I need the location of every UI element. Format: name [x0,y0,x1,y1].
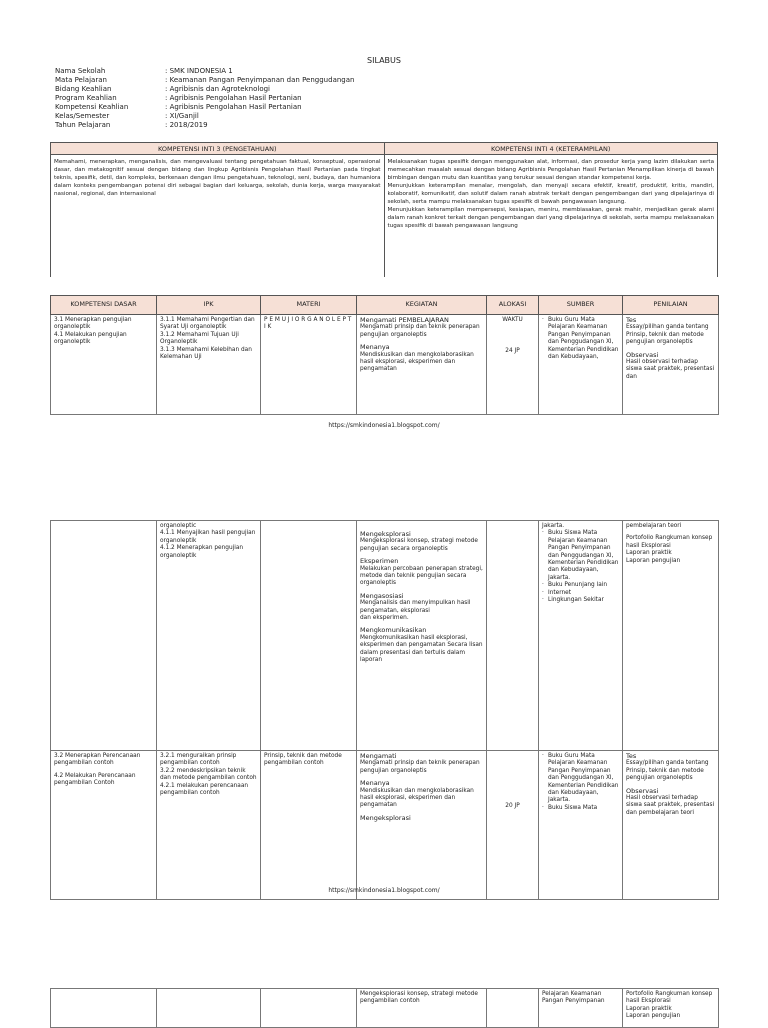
kegiatan-item: dan eksperimen. [360,615,409,622]
footer-url: https://smkindonesia1.blogspot.com/ [328,422,440,429]
penilaian-item: Laporan praktik [626,1005,672,1012]
materi-cell [261,751,357,900]
identity-value: : 2018/2019 [165,121,208,129]
kd-item: 4.1 Melakukan pengujian organoleptik [54,331,127,346]
sumber-item: · Buku Guru Mata Pelajaran Keamanan Pangan Penyimpanan dan Penggudangan XI, Kementerian Pendidikan dan Kebudayaan, Jakarta. [542,753,619,805]
header-kd: KOMPETENSI DASAR [51,296,157,315]
kegiatan-cell [357,315,487,415]
ki4-header: KOMPETENSI INTI 4 (KETERAMPILAN) [384,143,718,155]
penilaian-heading: Tes [626,316,637,324]
identity-row [55,67,233,76]
alokasi-cell [487,989,539,1028]
kd-cell [51,315,157,415]
kegiatan-cell [357,751,487,900]
kegiatan-heading: Menanya [360,779,390,788]
ipk-item: 3.1.2 Memahami Tujuan Uji Organoleptik [160,331,239,346]
kd-item: 3.2 Menerapkan Perencanaan pengambilan contoh [54,753,141,767]
ipk-item: 3.1.1 Memahami Pengertian dan Syarat Uji organoleptik [160,317,255,331]
ipk-item: 3.1.3 Memahami Kelebihan dan Kelemahan Uji [160,346,252,361]
kegiatan-heading: Eksperimen [360,557,399,566]
identity-row [55,76,354,85]
syllabus-table-continued [50,988,719,1028]
penilaian-item: Laporan praktik [626,550,672,557]
kd-cell [51,989,157,1028]
ipk-item: organoleptic [160,523,197,529]
penilaian-item: Hasil observasi terhadap siswa saat praktek, presentasi dan [626,359,715,380]
kegiatan-heading: Mengamati [360,752,397,760]
identity-label: Nama Sekolah [55,67,106,75]
ki4-paragraph: Menunjukkan keterampilan mempersepsi, kesiapan, meniru, membiasakan, gerak mahir, menjadikan gerak alami dalam ranah konkret terkait dengan pengembangan dari yang dipelajarinya di sekolah, serta mampu melaksanakan tugas spesifik di bawah pengawasan langsung [387,207,714,229]
ki4-paragraph: Melaksanakan tugas spesifik dengan menggunakan alat, informasi, dan prosedur kerja yang lazim dilakukan serta memecahkan masalah sesuai dengan bidang Agribisnis Pengolahan Hasil Pertanian Menampilkan kinerja di bawah bimbingan dengan mutu dan kuantitas yang terukur sesuai dengan standar kompetensi kerja. [387,159,714,181]
identity-label: Kompetensi Keahlian [55,103,129,111]
sumber-item: · Buku Guru Mata Pelajaran Keamanan Pangan Penyimpanan dan Penggudangan XI, Kementerian Pendidikan dan Kebudayaan, [542,317,619,361]
sumber-item: · Internet [542,590,619,597]
sumber-cell [539,751,623,900]
ki4-cell [384,155,718,278]
kegiatan-item: Mengamati prinsip dan teknik penerapan pengujian organoleptis [360,324,480,338]
materi-text: Prinsip, teknik dan metode pengambilan contoh [264,753,342,767]
identity-row [55,121,208,130]
materi-cell [261,521,357,751]
ki3-header: KOMPETENSI INTI 3 (PENGETAHUAN) [51,143,385,155]
ipk-item: 3.2.2 mendeskripsikan teknik dan metode pengambilan contoh [160,767,257,782]
identity-value: : XI/Ganjil [165,112,199,120]
sumber-item: · Buku Siswa Mata Pelajaran Keamanan Pangan Penyimpanan dan Penggudangan XI, Kementerian Pendidikan dan Kebudayaan, Jakarta. [542,530,619,582]
header-ipk: IPK [157,296,261,315]
kegiatan-heading: Mengeksplorasi [360,530,411,538]
penilaian-heading: Observasi [626,786,659,795]
ipk-item: 3.2.1 menguraikan prinsip pengambilan contoh [160,753,237,767]
doc-title: SILABUS [367,56,401,65]
header-penilaian: PENILAIAN [623,296,719,315]
penilaian-heading: Observasi [626,350,659,359]
penilaian-item: Laporan pengujian [626,557,681,564]
header-sumber: SUMBER [539,296,623,315]
ki4-paragraph: Menunjukkan keterampilan menalar, mengolah, dan menyaji secara efektif, kreatif, produktif, kritis, mandiri, kolaboratif, komunikatif, dan solutif dalam ranah abstrak terkait dengan pengembangan dari yang dipelajarinya di sekolah, serta mampu melaksanakan tugas spesifik di bawah pengawasan langsung. [387,183,714,205]
penilaian-cell [623,989,719,1028]
identity-value: : Agribisnis Pengolahan Hasil Pertanian [165,94,302,102]
kegiatan-heading: Mengkomunikasikan [360,626,427,635]
penilaian-item: Portofolio Rangkuman konsep hasil Eksplorasi [626,991,713,1005]
identity-row [55,94,302,103]
identity-row [55,112,199,121]
kegiatan-item: Menganalisis dan menyimpulkan hasil pengamatan, eksplorasi [360,600,471,614]
materi-cell [261,989,357,1028]
footer-url: https://smkindonesia1.blogspot.com/ [328,887,440,894]
penilaian-heading: Tes [626,752,637,760]
identity-value: : Keamanan Pangan Penyimpanan dan Penggudangan [165,76,355,84]
ipk-cell [157,751,261,900]
identity-value: : SMK INDONESIA 1 [165,67,233,75]
penilaian-item: Portofolio Rangkuman konsep hasil Eksplorasi [626,535,713,549]
identity-label: Mata Pelajaran [55,76,107,84]
kegiatan-item: Mengamati prinsip dan teknik penerapan pengujian organoleptis [360,760,480,774]
kegiatan-item: Mendiskusikan dan mengkolaborasikan hasil eksplorasi, eksperimen dan pengamatan [360,351,474,373]
penilaian-item: Hasil observasi terhadap siswa saat praktek, presentasi dan pembelajaran teori [626,795,715,816]
sumber-item: · Buku Penunjang lain [542,582,619,589]
ipk-item: 4.2.1 melakukan perencanaan pengambilan contoh [160,782,249,797]
kegiatan-item: Mendiskusikan dan mengkolaborasikan hasil eksplorasi, eksperimen dan pengamatan [360,787,474,809]
sumber-cell [539,989,623,1028]
header-kegiatan: KEGIATAN [357,296,487,315]
waktu-label: WAKTU [502,317,523,323]
identity-row [55,85,270,94]
kegiatan-heading: Mengamati PEMBELAJARAN [360,316,449,324]
kegiatan-item: Mengeksplorasi konsep, strategi metode pengujian secara organoleptis [360,538,478,552]
penilaian-cell [623,751,719,900]
sumber-item: · Lingkungan Sekitar [542,597,619,604]
alokasi-cell [487,751,539,900]
kegiatan-cell [357,989,487,1028]
sumber-cell [539,521,623,751]
waktu-value: 20 JP [505,803,520,809]
sumber-item: · Buku Siswa Mata [542,805,619,812]
sumber-item: Pelajaran Keamanan Pangan Penyimpanan [542,991,605,1005]
ipk-item: 4.1.1 Menyajikan hasil pengujian organoleptik [160,530,256,544]
materi-cell [261,315,357,415]
ipk-cell [157,315,261,415]
kegiatan-heading: Menanya [360,343,390,352]
sumber-cell [539,315,623,415]
kd-cell [51,521,157,751]
identity-row [55,103,302,112]
header-materi: MATERI [261,296,357,315]
alokasi-cell [487,521,539,751]
ipk-item: 4.1.2 Menerapkan pengujian organoleptik [160,545,244,559]
core-competency-table [50,142,718,277]
syllabus-table-continued [50,520,719,900]
kd-item: 4.2 Melakukan Perencanaan pengambilan Contoh [54,772,136,787]
identity-label: Tahun Pelajaran [55,121,111,129]
penilaian-item: pembelajaran teori [626,523,682,529]
penilaian-cell [623,315,719,415]
kegiatan-cell [357,521,487,751]
ipk-cell [157,521,261,751]
header-alokasi: ALOKASI [487,296,539,315]
identity-label: Bidang Keahlian [55,85,112,93]
penilaian-item: Essay/pilihan ganda tentang Prinsip, teknik dan metode pengujian organoleptis [626,324,709,346]
syllabus-table [50,295,719,415]
kd-cell [51,751,157,900]
penilaian-item: Essay/pilihan ganda tentang Prinsip, teknik dan metode pengujian organoleptis [626,760,709,782]
sumber-item: Jakarta. [542,523,565,529]
penilaian-item: Laporan pengujian [626,1013,681,1020]
materi-text: P E M U J I O R G A N O L E P T I K [264,317,352,331]
ki3-text: Memahami, menerapkan, menganalisis, dan mengevaluasi tentang pengetahuan faktual, konseptual, operasional dasar, dan metakognitif sesuai dengan bidang dan lingkup Agribisnis Pengolahan Hasil Pertanian pada tingkat teknis, spesifik, detil, dan kompleks, berkenaan dengan ilmu pengetahuan, teknologi, seni, budaya, dan humaniora dalam konteks pengembangan potensi diri sebagai bagian dari keluarga, sekolah, dunia kerja, warga masyarakat nasional, regional, dan internasional [51,155,385,278]
kegiatan-item: Mengeksplorasi konsep, strategi metode pengambilan contoh [360,991,478,1005]
identity-label: Kelas/Semester [55,112,110,120]
identity-value: : Agribisnis dan Agroteknologi [165,85,270,93]
waktu-value: 24 JP [505,348,520,355]
ipk-cell [157,989,261,1028]
kegiatan-heading: Mengasosiasi [360,591,404,600]
kegiatan-heading: Mengeksplorasi [360,813,411,822]
kegiatan-item: Mengkomunikasikan hasil eksplorasi, eksperimen dan pengamatan Secara lisan dalam presentasi dan tertulis dalam laporan [360,634,483,664]
penilaian-cell [623,521,719,751]
identity-value: : Agribisnis Pengolahan Hasil Pertanian [165,103,302,111]
kegiatan-item: Melakukan percobaan penerapan strategi, metode dan teknik pengujian secara organoleptis [360,565,483,587]
identity-label: Program Keahlian [55,94,117,102]
kd-item: 3.1 Menerapkan pengujian organoleptik [54,317,132,331]
alokasi-cell [487,315,539,415]
